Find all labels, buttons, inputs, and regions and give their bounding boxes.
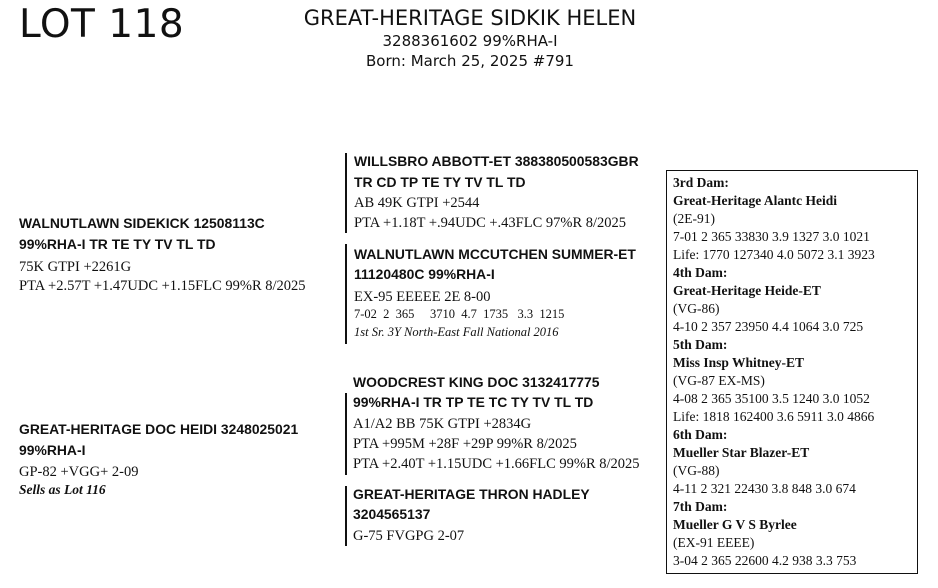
dam-sire-designations: 99%RHA-I TR TP TE TC TY TV TL TD xyxy=(353,395,594,410)
sire-dam-award: 1st Sr. 3Y North-East Fall National 2016 xyxy=(354,325,559,339)
dam-dam-score: G-75 FVGPG 2-07 xyxy=(353,528,465,544)
sire-sire-gtpi: AB 49K GTPI +2544 xyxy=(354,195,480,211)
dam-score: GP-82 +VGG+ 2-09 xyxy=(19,464,139,480)
fifth-dam-score: (VG-87 EX-MS) xyxy=(673,373,765,388)
pedigree-bracket xyxy=(345,153,347,233)
dam-sire-pta-production: PTA +995M +28F +29P 99%R 8/2025 xyxy=(353,436,577,452)
third-dam-record: 7-01 2 365 33830 3.9 1327 3.0 1021 xyxy=(673,229,870,244)
third-dam-lifetime: Life: 1770 127340 4.0 5072 3.1 3923 xyxy=(673,247,875,262)
third-dam-name: Great-Heritage Alantc Heidi xyxy=(673,193,837,208)
sire-dam-registration: 11120480C 99%RHA-I xyxy=(354,267,495,282)
fifth-dam-record: 4-08 2 365 35100 3.5 1240 3.0 1052 xyxy=(673,391,870,406)
dam-dam-registration: 3204565137 xyxy=(353,507,431,522)
third-dam-score: (2E-91) xyxy=(673,211,715,226)
pedigree-bracket xyxy=(345,486,347,546)
sixth-dam-name: Mueller Star Blazer-ET xyxy=(673,445,810,460)
pedigree-bracket xyxy=(345,244,347,344)
animal-birth-date: Born: March 25, 2025 #791 xyxy=(366,52,574,70)
seventh-dam-record: 3-04 2 365 22600 4.2 938 3.3 753 xyxy=(673,553,857,568)
sixth-dam-label: 6th Dam: xyxy=(673,427,728,442)
sire-gtpi: 75K GTPI +2261G xyxy=(19,259,132,275)
sire-sire-designations: TR CD TP TE TY TV TL TD xyxy=(354,175,526,190)
sire-dam-record: 7-02 2 365 3710 4.7 1735 3.3 1215 xyxy=(354,307,565,321)
animal-name: GREAT-HERITAGE SIDKIK HELEN xyxy=(303,6,637,30)
sire-pta: PTA +2.57T +1.47UDC +1.15FLC 99%R 8/2025 xyxy=(19,278,306,294)
sire-dam-name: WALNUTLAWN MCCUTCHEN SUMMER-ET xyxy=(354,247,636,262)
sire-dam-score: EX-95 EEEEE 2E 8-00 xyxy=(354,289,491,305)
dam-sire-pta-type: PTA +2.40T +1.15UDC +1.66FLC 99%R 8/2025 xyxy=(353,456,640,472)
sire-sire-pta: PTA +1.18T +.94UDC +.43FLC 97%R 8/2025 xyxy=(354,215,627,231)
seventh-dam-name: Mueller G V S Byrlee xyxy=(673,517,797,532)
seventh-dam-score: (EX-91 EEEE) xyxy=(673,535,755,550)
fourth-dam-name: Great-Heritage Heide-ET xyxy=(673,283,821,298)
fifth-dam-label: 5th Dam: xyxy=(673,337,728,352)
fifth-dam-lifetime: Life: 1818 162400 3.6 5911 3.0 4866 xyxy=(673,409,875,424)
sixth-dam-score: (VG-88) xyxy=(673,463,720,478)
fourth-dam-score: (VG-86) xyxy=(673,301,720,316)
sixth-dam-record: 4-11 2 321 22430 3.8 848 3.0 674 xyxy=(673,481,856,496)
fourth-dam-label: 4th Dam: xyxy=(673,265,728,280)
fourth-dam-record: 4-10 2 357 23950 4.4 1064 3.0 725 xyxy=(673,319,864,334)
pedigree-bracket xyxy=(345,393,347,475)
lot-number: LOT 118 xyxy=(19,2,185,47)
dam-name: GREAT-HERITAGE DOC HEIDI 3248025021 xyxy=(19,422,299,437)
dam-sire-name: WOODCREST KING DOC 3132417775 xyxy=(353,375,600,390)
sire-name: WALNUTLAWN SIDEKICK 12508113C xyxy=(19,216,265,231)
sire-sire-name: WILLSBRO ABBOTT-ET 388380500583GBR xyxy=(354,154,639,169)
dam-sale-note: Sells as Lot 116 xyxy=(19,482,106,497)
animal-registration: 3288361602 99%RHA-I xyxy=(382,32,558,50)
fifth-dam-name: Miss Insp Whitney-ET xyxy=(673,355,805,370)
third-dam-label: 3rd Dam: xyxy=(673,175,729,190)
dam-registration: 99%RHA-I xyxy=(19,443,86,458)
dam-dam-name: GREAT-HERITAGE THRON HADLEY xyxy=(353,487,590,502)
dam-sire-gtpi: A1/A2 BB 75K GTPI +2834G xyxy=(353,416,532,432)
seventh-dam-label: 7th Dam: xyxy=(673,499,728,514)
extended-pedigree-box xyxy=(666,170,918,574)
sire-designations: 99%RHA-I TR TE TY TV TL TD xyxy=(19,237,216,252)
